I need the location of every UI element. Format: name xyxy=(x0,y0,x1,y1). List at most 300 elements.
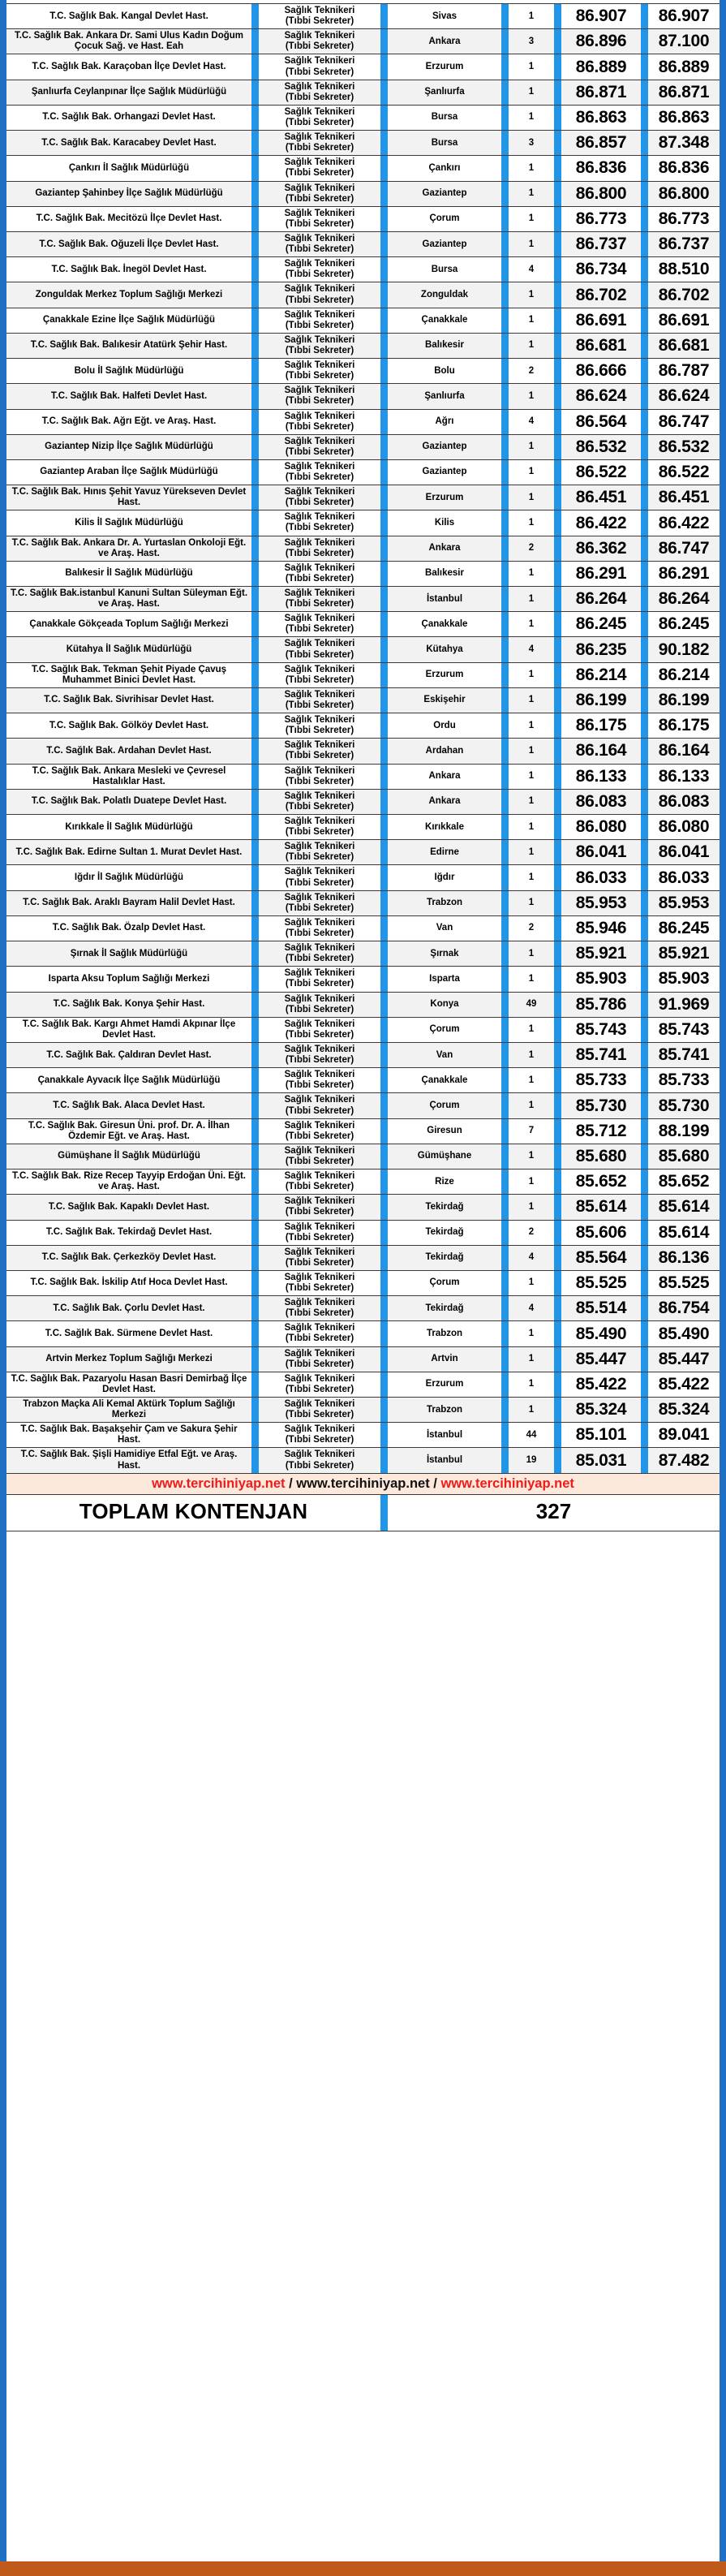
table-row xyxy=(6,29,720,54)
column-separator-3 xyxy=(501,1296,509,1321)
cell-kurum: T.C. Sağlık Bak. Çerkezköy Devlet Hast. xyxy=(6,1245,251,1270)
column-separator-3 xyxy=(501,941,509,967)
column-separator-4 xyxy=(554,1346,561,1372)
cell-taban-puan: 85.786 xyxy=(561,992,641,1017)
cell-tavan-puan: 86.080 xyxy=(648,815,720,840)
cell-taban-puan: 86.532 xyxy=(561,434,641,459)
column-separator-1 xyxy=(251,282,259,308)
cell-tavan-puan: 86.245 xyxy=(648,915,720,941)
cell-unvan: Sağlık Teknikeri (Tıbbi Sekreter) xyxy=(259,1423,380,1448)
table-row xyxy=(6,105,720,130)
cell-kontenjan: 1 xyxy=(509,967,554,992)
cell-kontenjan: 1 xyxy=(509,156,554,181)
column-separator-5 xyxy=(641,485,648,510)
table-row xyxy=(6,536,720,561)
cell-kurum: T.C. Sağlık Bak. Gölköy Devlet Hast. xyxy=(6,713,251,739)
cell-kurum: T.C. Sağlık Bak. Şişli Hamidiye Etfal Eğt. ve Araş. Hast. xyxy=(6,1448,251,1473)
cell-il: Ankara xyxy=(388,789,501,814)
cell-il: Gaziantep xyxy=(388,231,501,256)
cell-tavan-puan: 86.041 xyxy=(648,840,720,865)
column-separator-1 xyxy=(251,1118,259,1144)
cell-kontenjan: 1 xyxy=(509,789,554,814)
column-separator-2 xyxy=(380,865,388,890)
column-separator-4 xyxy=(554,1270,561,1295)
cell-unvan: Sağlık Teknikeri (Tıbbi Sekreter) xyxy=(259,890,380,915)
column-separator-5 xyxy=(641,80,648,105)
column-separator-4 xyxy=(554,789,561,814)
column-separator-5 xyxy=(641,915,648,941)
column-separator-4 xyxy=(554,80,561,105)
cell-unvan: Sağlık Teknikeri (Tıbbi Sekreter) xyxy=(259,308,380,333)
cell-kontenjan: 1 xyxy=(509,384,554,409)
column-separator-2 xyxy=(380,840,388,865)
cell-taban-puan: 85.525 xyxy=(561,1270,641,1295)
column-separator-2 xyxy=(380,105,388,130)
cell-kurum: T.C. Sağlık Bak. Araklı Bayram Halil Devlet Hast. xyxy=(6,890,251,915)
column-separator-1 xyxy=(251,359,259,384)
cell-unvan: Sağlık Teknikeri (Tıbbi Sekreter) xyxy=(259,1245,380,1270)
cell-taban-puan: 85.903 xyxy=(561,967,641,992)
column-separator-3 xyxy=(501,1398,509,1423)
cell-tavan-puan: 85.733 xyxy=(648,1068,720,1093)
column-separator-5 xyxy=(641,105,648,130)
table-row xyxy=(6,1118,720,1144)
cell-kurum: Kilis İl Sağlık Müdürlüğü xyxy=(6,510,251,536)
column-separator-5 xyxy=(641,1346,648,1372)
table-row xyxy=(6,1448,720,1473)
column-separator-5 xyxy=(641,206,648,231)
column-separator-2 xyxy=(380,1170,388,1195)
column-separator-2 xyxy=(380,1017,388,1042)
cell-il: Erzurum xyxy=(388,1372,501,1397)
cell-taban-puan: 86.083 xyxy=(561,789,641,814)
table-row xyxy=(6,637,720,662)
cell-taban-puan: 86.691 xyxy=(561,308,641,333)
column-separator-4 xyxy=(554,510,561,536)
site-link-3[interactable]: www.tercihiniyap.net xyxy=(440,1475,574,1491)
column-separator-5 xyxy=(641,1144,648,1169)
cell-il: Tekirdağ xyxy=(388,1296,501,1321)
table-row xyxy=(6,789,720,814)
cell-taban-puan: 86.889 xyxy=(561,54,641,80)
column-separator-1 xyxy=(251,764,259,789)
column-separator-5 xyxy=(641,967,648,992)
cell-unvan: Sağlık Teknikeri (Tıbbi Sekreter) xyxy=(259,359,380,384)
column-separator-3 xyxy=(501,1270,509,1295)
column-separator-4 xyxy=(554,1448,561,1473)
cell-taban-puan: 86.041 xyxy=(561,840,641,865)
cell-unvan: Sağlık Teknikeri (Tıbbi Sekreter) xyxy=(259,1220,380,1245)
cell-tavan-puan: 91.969 xyxy=(648,992,720,1017)
column-separator-1 xyxy=(251,865,259,890)
column-separator-4 xyxy=(554,662,561,687)
cell-kurum: T.C. Sağlık Bak. Ardahan Devlet Hast. xyxy=(6,739,251,764)
cell-unvan: Sağlık Teknikeri (Tıbbi Sekreter) xyxy=(259,156,380,181)
cell-tavan-puan: 86.863 xyxy=(648,105,720,130)
cell-tavan-puan: 85.680 xyxy=(648,1144,720,1169)
column-separator-5 xyxy=(641,637,648,662)
total-row-separator xyxy=(380,1495,388,1531)
column-separator-2 xyxy=(380,1195,388,1220)
cell-kontenjan: 1 xyxy=(509,662,554,687)
cell-unvan: Sağlık Teknikeri (Tıbbi Sekreter) xyxy=(259,434,380,459)
column-separator-5 xyxy=(641,359,648,384)
cell-tavan-puan: 86.737 xyxy=(648,231,720,256)
cell-unvan: Sağlık Teknikeri (Tıbbi Sekreter) xyxy=(259,1170,380,1195)
cell-kontenjan: 1 xyxy=(509,687,554,713)
column-separator-3 xyxy=(501,1448,509,1473)
column-separator-2 xyxy=(380,992,388,1017)
cell-kontenjan: 1 xyxy=(509,181,554,206)
column-separator-3 xyxy=(501,637,509,662)
column-separator-2 xyxy=(380,409,388,434)
cell-tavan-puan: 86.889 xyxy=(648,54,720,80)
cell-kontenjan: 1 xyxy=(509,1195,554,1220)
table-row xyxy=(6,587,720,612)
column-separator-5 xyxy=(641,333,648,358)
cell-unvan: Sağlık Teknikeri (Tıbbi Sekreter) xyxy=(259,536,380,561)
column-separator-3 xyxy=(501,992,509,1017)
column-separator-4 xyxy=(554,4,561,29)
column-separator-1 xyxy=(251,206,259,231)
column-separator-3 xyxy=(501,915,509,941)
cell-unvan: Sağlık Teknikeri (Tıbbi Sekreter) xyxy=(259,1448,380,1473)
cell-il: Eskişehir xyxy=(388,687,501,713)
cell-il: Çankırı xyxy=(388,156,501,181)
cell-unvan: Sağlık Teknikeri (Tıbbi Sekreter) xyxy=(259,662,380,687)
column-separator-5 xyxy=(641,459,648,485)
table-row xyxy=(6,1296,720,1321)
cell-il: Konya xyxy=(388,992,501,1017)
column-separator-4 xyxy=(554,54,561,80)
cell-taban-puan: 86.164 xyxy=(561,739,641,764)
cell-il: Kilis xyxy=(388,510,501,536)
column-separator-4 xyxy=(554,1423,561,1448)
cell-kontenjan: 1 xyxy=(509,1321,554,1346)
cell-unvan: Sağlık Teknikeri (Tıbbi Sekreter) xyxy=(259,915,380,941)
column-separator-2 xyxy=(380,1068,388,1093)
cell-kurum: Zonguldak Merkez Toplum Sağlığı Merkezi xyxy=(6,282,251,308)
column-separator-4 xyxy=(554,941,561,967)
cell-kontenjan: 3 xyxy=(509,29,554,54)
column-separator-4 xyxy=(554,1398,561,1423)
column-separator-1 xyxy=(251,1346,259,1372)
table-row xyxy=(6,1068,720,1093)
column-separator-2 xyxy=(380,80,388,105)
cell-tavan-puan: 86.291 xyxy=(648,561,720,586)
column-separator-5 xyxy=(641,1042,648,1067)
column-separator-5 xyxy=(641,181,648,206)
cell-kontenjan: 1 xyxy=(509,587,554,612)
cell-kurum: T.C. Sağlık Bak.istanbul Kanuni Sultan Süleyman Eğt. ve Araş. Hast. xyxy=(6,587,251,612)
table-row xyxy=(6,1220,720,1245)
column-separator-3 xyxy=(501,1245,509,1270)
cell-kontenjan: 1 xyxy=(509,1042,554,1067)
cell-tavan-puan: 86.175 xyxy=(648,713,720,739)
column-separator-4 xyxy=(554,1220,561,1245)
cell-kurum: T.C. Sağlık Bak. Rize Recep Tayyip Erdoğan Üni. Eğt. ve Araş. Hast. xyxy=(6,1170,251,1195)
cell-il: Ankara xyxy=(388,764,501,789)
column-separator-2 xyxy=(380,434,388,459)
table-row xyxy=(6,713,720,739)
cell-il: Sivas xyxy=(388,4,501,29)
cell-tavan-puan: 86.691 xyxy=(648,308,720,333)
cell-taban-puan: 85.101 xyxy=(561,1423,641,1448)
cell-taban-puan: 86.214 xyxy=(561,662,641,687)
column-separator-2 xyxy=(380,4,388,29)
column-separator-3 xyxy=(501,612,509,637)
column-separator-4 xyxy=(554,1170,561,1195)
cell-kurum: T.C. Sağlık Bak. Giresun Üni. prof. Dr. A. İlhan Özdemir Eğt. ve Araş. Hast. xyxy=(6,1118,251,1144)
cell-kontenjan: 1 xyxy=(509,1170,554,1195)
cell-il: Tekirdağ xyxy=(388,1220,501,1245)
cell-tavan-puan: 86.083 xyxy=(648,789,720,814)
cell-taban-puan: 85.953 xyxy=(561,890,641,915)
cell-kontenjan: 2 xyxy=(509,915,554,941)
cell-kurum: T.C. Sağlık Bak. Tekman Şehit Piyade Çavuş Muhammet Binici Devlet Hast. xyxy=(6,662,251,687)
cell-kontenjan: 49 xyxy=(509,992,554,1017)
column-separator-5 xyxy=(641,662,648,687)
column-separator-3 xyxy=(501,739,509,764)
cell-unvan: Sağlık Teknikeri (Tıbbi Sekreter) xyxy=(259,1296,380,1321)
cell-unvan: Sağlık Teknikeri (Tıbbi Sekreter) xyxy=(259,687,380,713)
cell-unvan: Sağlık Teknikeri (Tıbbi Sekreter) xyxy=(259,612,380,637)
column-separator-3 xyxy=(501,510,509,536)
cell-unvan: Sağlık Teknikeri (Tıbbi Sekreter) xyxy=(259,865,380,890)
cell-tavan-puan: 86.164 xyxy=(648,739,720,764)
cell-unvan: Sağlık Teknikeri (Tıbbi Sekreter) xyxy=(259,510,380,536)
bottom-accent-bar xyxy=(0,2561,726,2576)
cell-taban-puan: 86.863 xyxy=(561,105,641,130)
cell-unvan: Sağlık Teknikeri (Tıbbi Sekreter) xyxy=(259,1270,380,1295)
cell-taban-puan: 85.741 xyxy=(561,1042,641,1067)
column-separator-3 xyxy=(501,257,509,282)
cell-il: Gaziantep xyxy=(388,434,501,459)
cell-kurum: T.C. Sağlık Bak. Konya Şehir Hast. xyxy=(6,992,251,1017)
cell-tavan-puan: 85.953 xyxy=(648,890,720,915)
cell-kurum: Çanakkale Ezine İlçe Sağlık Müdürlüğü xyxy=(6,308,251,333)
cell-kurum: T.C. Sağlık Bak. İskilip Atıf Hoca Devlet Hast. xyxy=(6,1270,251,1295)
cell-taban-puan: 85.564 xyxy=(561,1245,641,1270)
cell-tavan-puan: 87.482 xyxy=(648,1448,720,1473)
column-separator-5 xyxy=(641,865,648,890)
column-separator-5 xyxy=(641,54,648,80)
site-link-cell[interactable] xyxy=(6,1473,720,1495)
site-link-row[interactable] xyxy=(6,1473,720,1495)
cell-kurum: Çanakkale Ayvacık İlçe Sağlık Müdürlüğü xyxy=(6,1068,251,1093)
table-row xyxy=(6,1042,720,1067)
column-separator-5 xyxy=(641,815,648,840)
column-separator-4 xyxy=(554,687,561,713)
cell-il: Giresun xyxy=(388,1118,501,1144)
cell-unvan: Sağlık Teknikeri (Tıbbi Sekreter) xyxy=(259,1321,380,1346)
column-separator-5 xyxy=(641,840,648,865)
cell-unvan: Sağlık Teknikeri (Tıbbi Sekreter) xyxy=(259,1372,380,1397)
cell-tavan-puan: 85.324 xyxy=(648,1398,720,1423)
cell-tavan-puan: 88.510 xyxy=(648,257,720,282)
cell-kontenjan: 1 xyxy=(509,561,554,586)
cell-tavan-puan: 86.422 xyxy=(648,510,720,536)
cell-kurum: T.C. Sağlık Bak. Başakşehir Çam ve Sakura Şehir Hast. xyxy=(6,1423,251,1448)
column-separator-2 xyxy=(380,612,388,637)
column-separator-1 xyxy=(251,1296,259,1321)
cell-kurum: Balıkesir İl Sağlık Müdürlüğü xyxy=(6,561,251,586)
column-separator-3 xyxy=(501,1118,509,1144)
column-separator-3 xyxy=(501,789,509,814)
column-separator-5 xyxy=(641,131,648,156)
column-separator-4 xyxy=(554,739,561,764)
cell-il: Çorum xyxy=(388,1093,501,1118)
column-separator-1 xyxy=(251,54,259,80)
cell-taban-puan: 85.733 xyxy=(561,1068,641,1093)
column-separator-2 xyxy=(380,510,388,536)
column-separator-2 xyxy=(380,890,388,915)
column-separator-2 xyxy=(380,536,388,561)
cell-unvan: Sağlık Teknikeri (Tıbbi Sekreter) xyxy=(259,1068,380,1093)
cell-il: Ankara xyxy=(388,536,501,561)
cell-kurum: Iğdır İl Sağlık Müdürlüğü xyxy=(6,865,251,890)
column-separator-2 xyxy=(380,739,388,764)
cell-taban-puan: 86.199 xyxy=(561,687,641,713)
column-separator-4 xyxy=(554,434,561,459)
column-separator-4 xyxy=(554,384,561,409)
column-separator-1 xyxy=(251,4,259,29)
cell-il: Tekirdağ xyxy=(388,1195,501,1220)
cell-il: Kütahya xyxy=(388,637,501,662)
column-separator-5 xyxy=(641,1017,648,1042)
column-separator-2 xyxy=(380,587,388,612)
site-link-1[interactable]: www.tercihiniyap.net xyxy=(152,1475,286,1491)
column-separator-3 xyxy=(501,890,509,915)
column-separator-4 xyxy=(554,1296,561,1321)
cell-unvan: Sağlık Teknikeri (Tıbbi Sekreter) xyxy=(259,1195,380,1220)
column-separator-4 xyxy=(554,890,561,915)
cell-tavan-puan: 87.100 xyxy=(648,29,720,54)
cell-kontenjan: 1 xyxy=(509,713,554,739)
column-separator-5 xyxy=(641,713,648,739)
column-separator-4 xyxy=(554,612,561,637)
total-row xyxy=(6,1495,720,1531)
cell-taban-puan: 86.800 xyxy=(561,181,641,206)
column-separator-3 xyxy=(501,840,509,865)
table-row xyxy=(6,359,720,384)
column-separator-1 xyxy=(251,1270,259,1295)
cell-kurum: T.C. Sağlık Bak. Sivrihisar Devlet Hast. xyxy=(6,687,251,713)
table-row xyxy=(6,1195,720,1220)
table-row xyxy=(6,384,720,409)
column-separator-5 xyxy=(641,1423,648,1448)
cell-unvan: Sağlık Teknikeri (Tıbbi Sekreter) xyxy=(259,992,380,1017)
cell-il: Isparta xyxy=(388,967,501,992)
cell-kontenjan: 4 xyxy=(509,637,554,662)
cell-kurum: T.C. Sağlık Bak. Ankara Dr. Sami Ulus Kadın Doğum Çocuk Sağ. ve Hast. Eah xyxy=(6,29,251,54)
column-separator-2 xyxy=(380,662,388,687)
column-separator-3 xyxy=(501,231,509,256)
table-row xyxy=(6,181,720,206)
cell-unvan: Sağlık Teknikeri (Tıbbi Sekreter) xyxy=(259,257,380,282)
column-separator-4 xyxy=(554,1321,561,1346)
column-separator-2 xyxy=(380,384,388,409)
cell-taban-puan: 85.946 xyxy=(561,915,641,941)
cell-taban-puan: 85.730 xyxy=(561,1093,641,1118)
column-separator-4 xyxy=(554,181,561,206)
cell-tavan-puan: 86.264 xyxy=(648,587,720,612)
column-separator-5 xyxy=(641,890,648,915)
column-separator-2 xyxy=(380,561,388,586)
column-separator-5 xyxy=(641,1448,648,1473)
column-separator-5 xyxy=(641,257,648,282)
cell-kurum: T.C. Sağlık Bak. Hınıs Şehit Yavuz Yürekseven Devlet Hast. xyxy=(6,485,251,510)
cell-kurum: T.C. Sağlık Bak. Alaca Devlet Hast. xyxy=(6,1093,251,1118)
column-separator-2 xyxy=(380,359,388,384)
column-separator-1 xyxy=(251,713,259,739)
column-separator-2 xyxy=(380,915,388,941)
cell-tavan-puan: 86.522 xyxy=(648,459,720,485)
cell-unvan: Sağlık Teknikeri (Tıbbi Sekreter) xyxy=(259,1398,380,1423)
column-separator-2 xyxy=(380,1346,388,1372)
cell-kontenjan: 1 xyxy=(509,80,554,105)
cell-kurum: Gümüşhane İl Sağlık Müdürlüğü xyxy=(6,1144,251,1169)
cell-kurum: T.C. Sağlık Bak. Ankara Dr. A. Yurtaslan Onkoloji Eğt. ve Araş. Hast. xyxy=(6,536,251,561)
cell-unvan: Sağlık Teknikeri (Tıbbi Sekreter) xyxy=(259,941,380,967)
column-separator-5 xyxy=(641,1170,648,1195)
cell-kurum: T.C. Sağlık Bak. Ağrı Eğt. ve Araş. Hast. xyxy=(6,409,251,434)
cell-kurum: T.C. Sağlık Bak. Oğuzeli İlçe Devlet Hast. xyxy=(6,231,251,256)
column-separator-4 xyxy=(554,915,561,941)
cell-taban-puan: 85.422 xyxy=(561,1372,641,1397)
cell-kontenjan: 4 xyxy=(509,409,554,434)
cell-taban-puan: 85.490 xyxy=(561,1321,641,1346)
cell-il: Gümüşhane xyxy=(388,1144,501,1169)
column-separator-4 xyxy=(554,29,561,54)
cell-taban-puan: 86.033 xyxy=(561,865,641,890)
site-link-separator-1: / xyxy=(285,1475,297,1491)
cell-tavan-puan: 86.532 xyxy=(648,434,720,459)
cell-tavan-puan: 85.614 xyxy=(648,1195,720,1220)
cell-kontenjan: 1 xyxy=(509,941,554,967)
column-separator-1 xyxy=(251,815,259,840)
cell-unvan: Sağlık Teknikeri (Tıbbi Sekreter) xyxy=(259,54,380,80)
cell-taban-puan: 86.896 xyxy=(561,29,641,54)
column-separator-2 xyxy=(380,485,388,510)
column-separator-3 xyxy=(501,1093,509,1118)
cell-tavan-puan: 88.199 xyxy=(648,1118,720,1144)
column-separator-1 xyxy=(251,687,259,713)
cell-unvan: Sağlık Teknikeri (Tıbbi Sekreter) xyxy=(259,1093,380,1118)
cell-kontenjan: 1 xyxy=(509,1346,554,1372)
column-separator-4 xyxy=(554,536,561,561)
column-separator-5 xyxy=(641,1220,648,1245)
cell-il: İstanbul xyxy=(388,1423,501,1448)
cell-unvan: Sağlık Teknikeri (Tıbbi Sekreter) xyxy=(259,1017,380,1042)
site-link-2[interactable]: www.tercihiniyap.net xyxy=(296,1475,430,1491)
table-row xyxy=(6,1144,720,1169)
cell-taban-puan: 86.564 xyxy=(561,409,641,434)
column-separator-4 xyxy=(554,156,561,181)
cell-kontenjan: 4 xyxy=(509,257,554,282)
column-separator-3 xyxy=(501,1144,509,1169)
cell-tavan-puan: 86.747 xyxy=(648,409,720,434)
cell-tavan-puan: 86.136 xyxy=(648,1245,720,1270)
column-separator-1 xyxy=(251,789,259,814)
cell-taban-puan: 86.836 xyxy=(561,156,641,181)
column-separator-4 xyxy=(554,333,561,358)
cell-il: Çanakkale xyxy=(388,308,501,333)
cell-il: İstanbul xyxy=(388,587,501,612)
cell-kurum: T.C. Sağlık Bak. Çaldıran Devlet Hast. xyxy=(6,1042,251,1067)
column-separator-3 xyxy=(501,815,509,840)
cell-kurum: T.C. Sağlık Bak. Özalp Devlet Hast. xyxy=(6,915,251,941)
